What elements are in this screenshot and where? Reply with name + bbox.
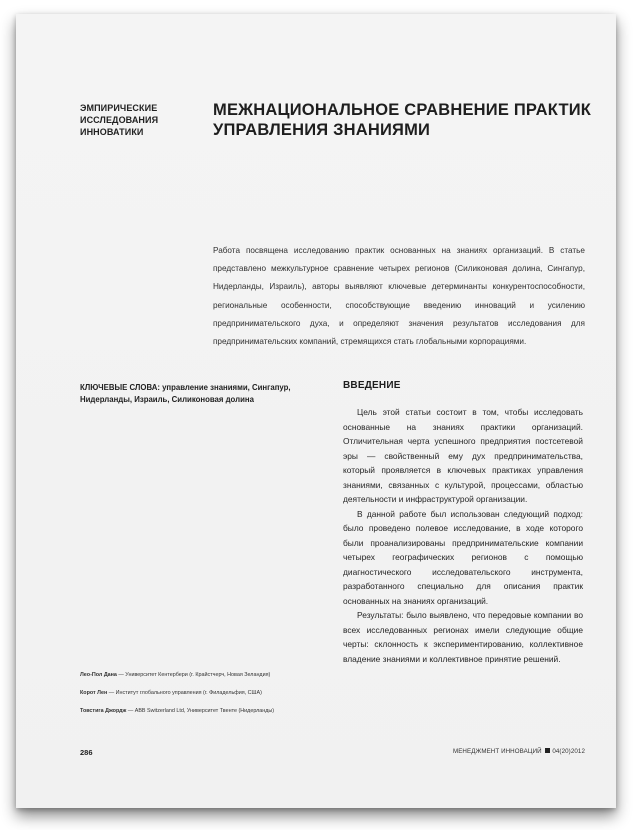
author-entry [80,672,270,678]
author-name: Лео-Пол Дана [80,672,117,678]
keywords-block [80,382,332,406]
keywords-text: управление знаниями, Сингапур, Нидерланды, Израиль, Силиконовая долина [80,383,291,404]
journal-page [16,14,616,808]
journal-name: МЕНЕДЖМЕНТ ИННОВАЦИЙ [452,748,542,755]
article-title: МЕЖНАЦИОНАЛЬНОЕ СРАВНЕНИЕ ПРАКТИК УПРАВЛЕНИЯ ЗНАНИЯМИ [213,101,592,139]
author-affiliation: — Университет Кентербери (г. Крайстчерч, Новая Зеландия) [116,672,271,678]
author-entry [80,690,262,696]
page-number: 286 [80,748,93,757]
author-entry [80,708,274,714]
section-rubric: ЭМПИРИЧЕСКИЕ ИССЛЕДОВАНИЯ ИННОВАТИКИ [80,103,159,137]
article-abstract: Работа посвящена исследованию практик основанных на знаниях организаций. В статье представлено межкультурное сравнение четырех регионов (Силиконовая долина, Сингапур, Нидерланды, Израиль), авторы выявляют ключевые детерминанты конкурентоспособности, региональные особенности, способствующие введению инноваций и усилению предпринимательского духа, и определяют значения результатов исследования для предпринимательских компаний, стремящихся стать глобальными корпорациями. [213,246,585,347]
author-affiliation: — Институт глобального управления (г. Филадельфия, США) [107,690,262,696]
body-paragraph: Цель этой статьи состоит в том, чтобы исследовать основанные на знаниях практики организаций. Отличительная черта успешного предприятия постсетевой эры — свойственный ему дух предпринимательства, который проявляется в ключевых практиках управления знаниями, связанных с культурой, процессами, областью деятельности и инфраструктурой организации. [343,407,583,504]
author-name: Корот Лен [80,690,108,696]
author-name: Товстига Джордж [80,708,127,714]
journal-issue: 04(20)2012 [552,748,585,755]
journal-footer [453,748,585,755]
section-heading-introduction: ВВЕДЕНИЕ [343,380,401,391]
body-paragraph: Результаты: было выявлено, что передовые компании во всех исследованных регионах имели следующие общие черты: склонность к экспериментированию, коллективное владение знаниями и коллективное принятие решений. [343,610,583,664]
keywords-label: КЛЮЧЕВЫЕ СЛОВА: [80,383,160,392]
author-affiliation: — ABB Switzerland Ltd, Университет Твенте (Нидерланды) [126,708,275,714]
article-body [343,405,583,666]
body-paragraph: В данной работе был использован следующий подход: было проведено полевое исследование, в ходе которого были проанализированы предпринимательские компании четырех географических регионов с помощью диагностического исследовательского инструмента, разработанного специально для описания практик основанных на знаниях организаций. [343,508,583,606]
square-separator-icon [545,748,550,753]
